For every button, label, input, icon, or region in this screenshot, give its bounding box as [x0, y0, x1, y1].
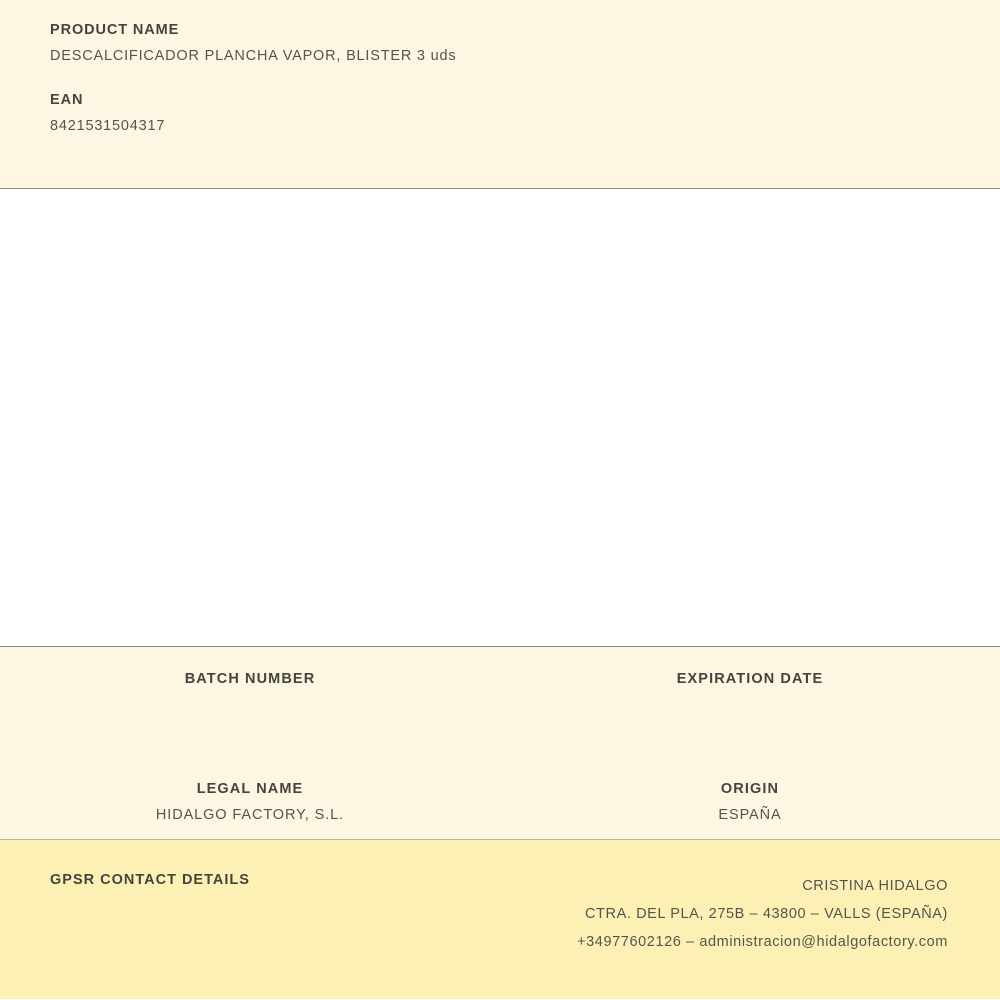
- ean-value: 8421531504317: [50, 118, 166, 134]
- expiration-date-label: EXPIRATION DATE: [676, 671, 824, 687]
- product-image-area: [0, 189, 1000, 647]
- gpsr-contact-phone-email: +34977602126 – administracion@hidalgofactory.com: [577, 934, 948, 950]
- origin-value: ESPAÑA: [718, 807, 782, 823]
- product-info-section: [0, 0, 1000, 189]
- gpsr-contact-name: CRISTINA HIDALGO: [802, 878, 948, 894]
- ean-label: EAN: [50, 92, 84, 108]
- batch-number-value: [0, 697, 500, 715]
- gpsr-contact-details: [577, 872, 948, 956]
- legal-name-block: [0, 781, 500, 825]
- origin-block: [500, 781, 1000, 825]
- product-meta-section: [0, 647, 1000, 840]
- origin-label: ORIGIN: [720, 781, 780, 797]
- legal-name-value: HIDALGO FACTORY, S.L.: [155, 807, 345, 823]
- expiration-date-value: [500, 697, 1000, 715]
- batch-number-block: [0, 671, 500, 715]
- batch-expiration-row: [0, 671, 1000, 715]
- gpsr-contact-address: CTRA. DEL PLA, 275B – 43800 – VALLS (ESPAÑA): [584, 906, 948, 922]
- expiration-date-block: [500, 671, 1000, 715]
- gpsr-contact-label: GPSR CONTACT DETAILS: [50, 872, 250, 888]
- product-name-block: [50, 22, 950, 64]
- product-name-value: DESCALCIFICADOR PLANCHA VAPOR, BLISTER 3 uds: [50, 48, 457, 64]
- gpsr-footer: [0, 840, 1000, 999]
- ean-block: [50, 92, 950, 134]
- product-name-label: PRODUCT NAME: [50, 22, 180, 38]
- legal-name-label: LEGAL NAME: [196, 781, 304, 797]
- batch-number-label: BATCH NUMBER: [184, 671, 316, 687]
- legal-origin-row: [0, 781, 1000, 825]
